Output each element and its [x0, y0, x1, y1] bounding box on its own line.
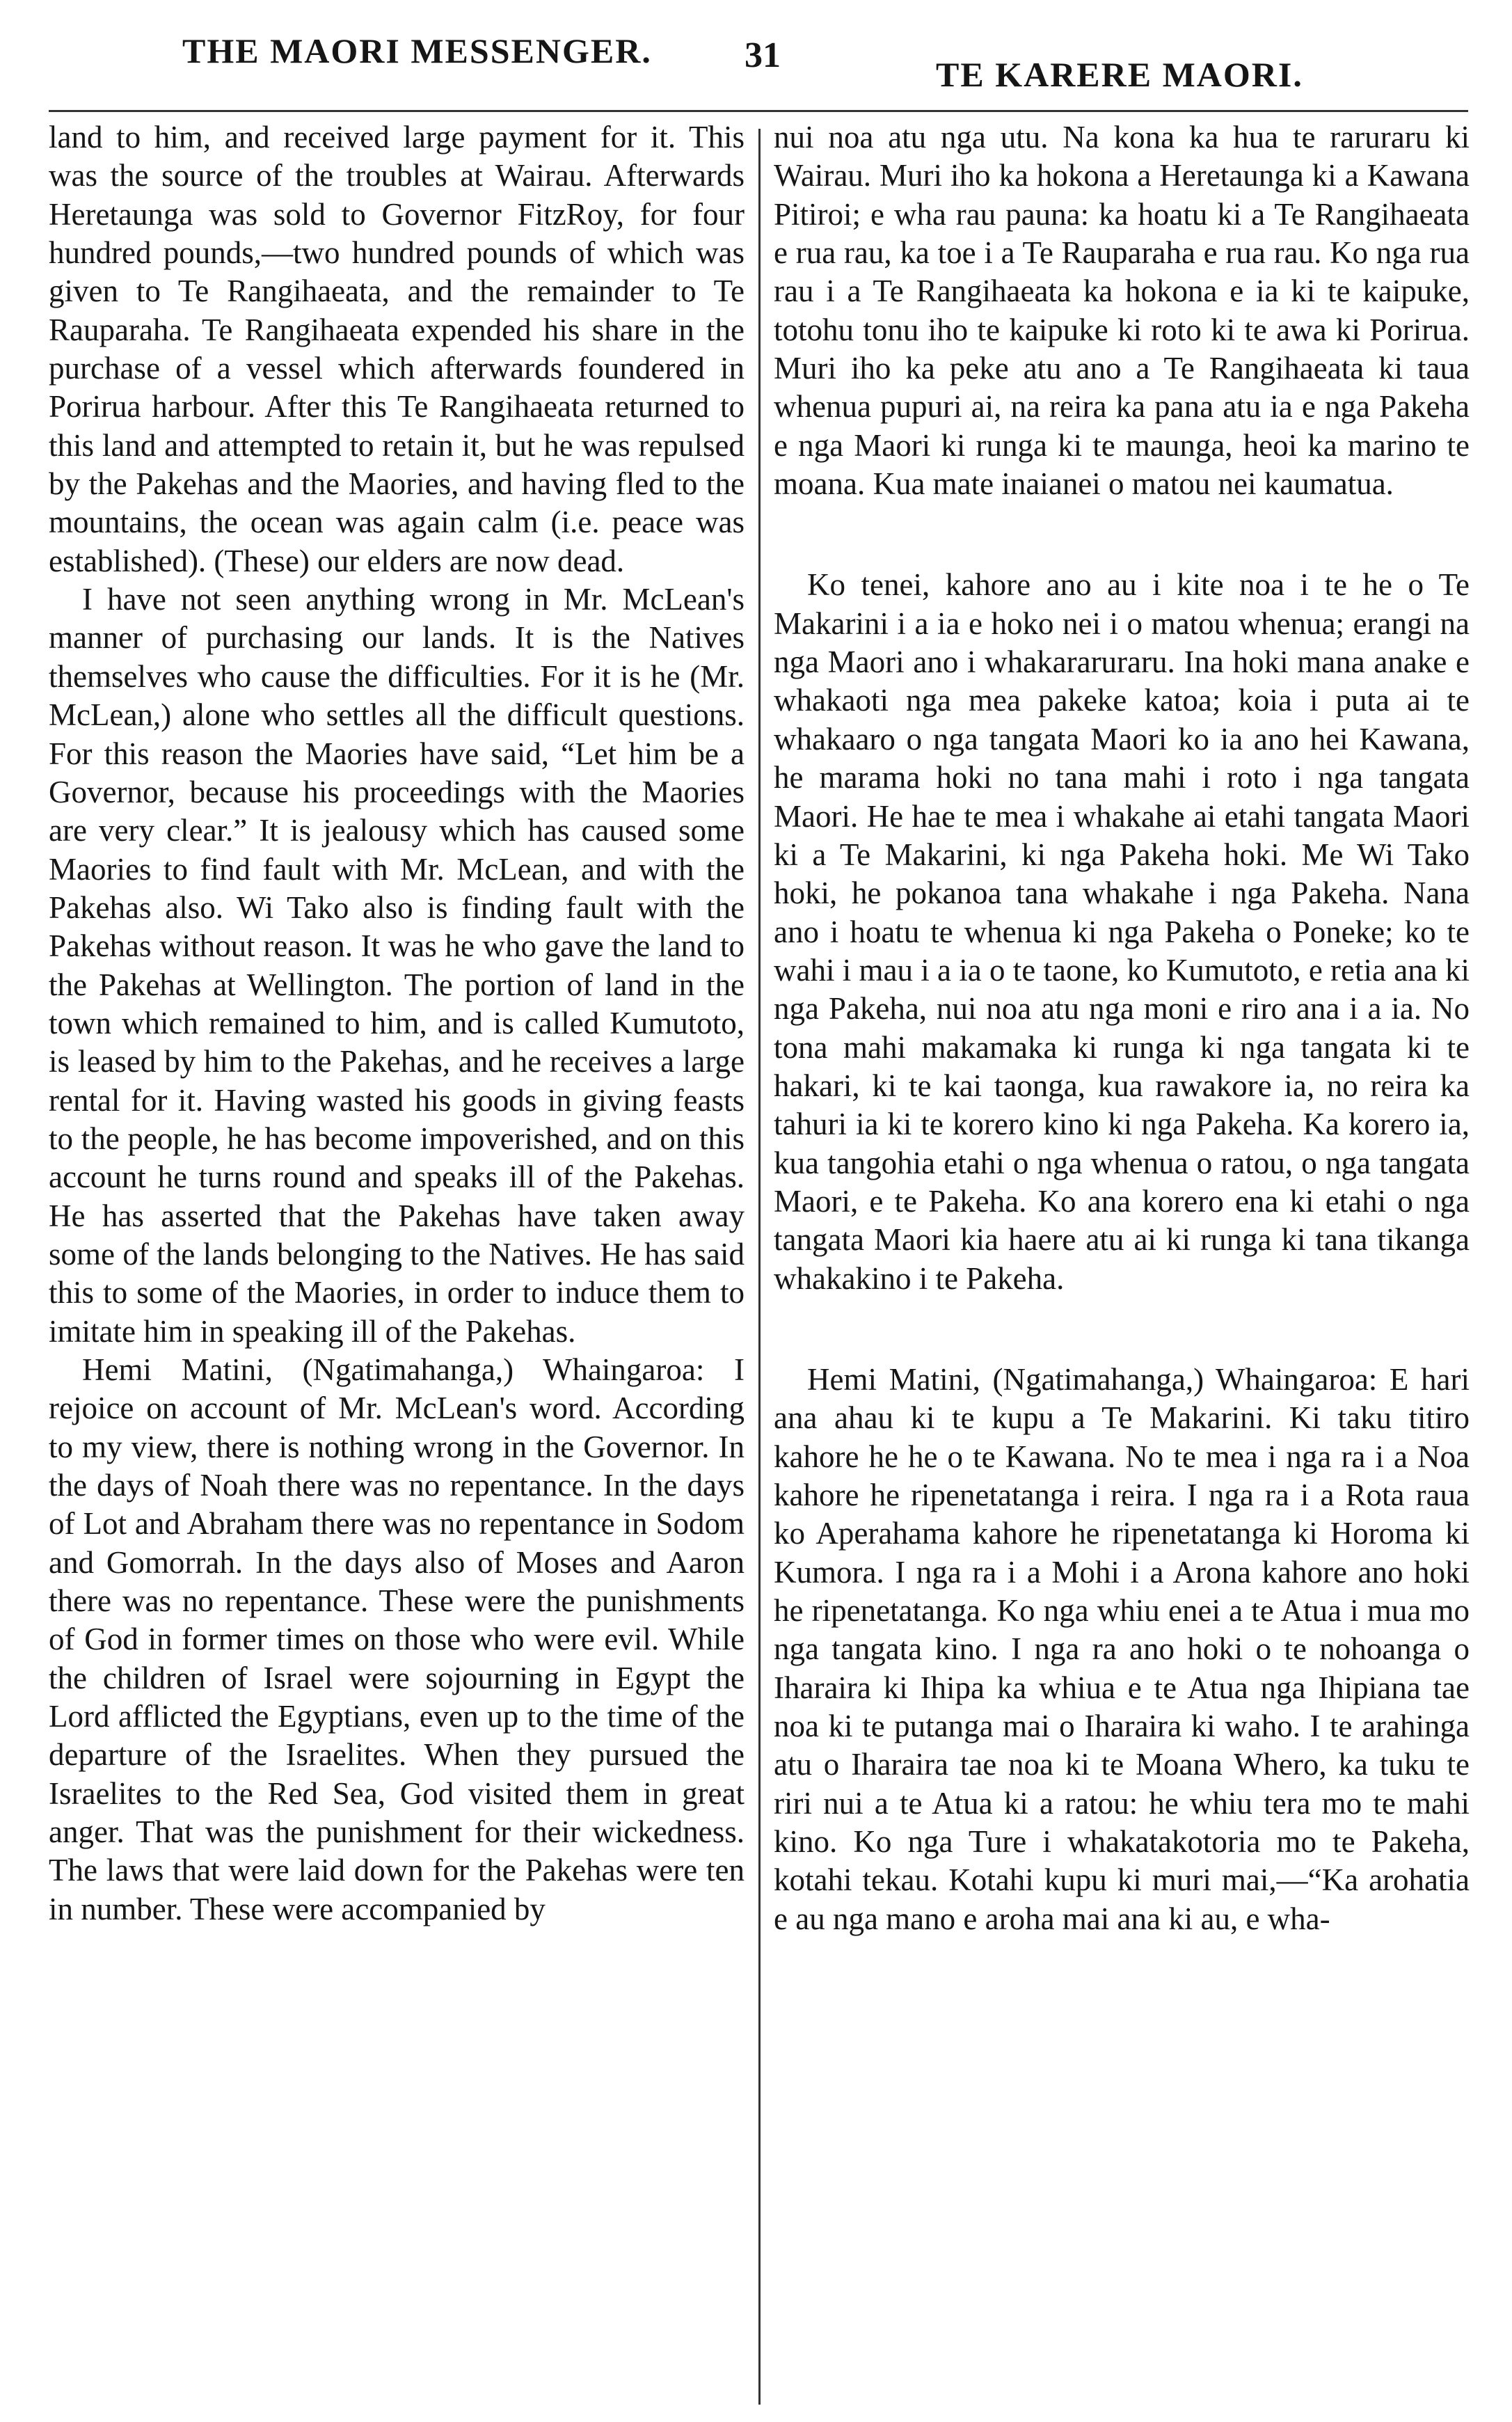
column-divider	[758, 129, 761, 2405]
maori-title: TE KARERE MAORI.	[936, 55, 1303, 94]
english-column	[49, 118, 745, 1929]
masthead	[0, 31, 1512, 100]
page-number: 31	[745, 35, 781, 75]
maori-paragraph-1: nui noa atu nga utu. Na kona ka hua te raruraru ki Wairau. Muri iho ka hokona a Heretaunga ki a Kawana Pitiroi; e wha rau pauna: ka hoatu ki a Te Rangihaeata e rua rau, ka toe i a Te Rauparaha e rua rau. Ko nga rua rau i a Te Rangihaeata ka hokona e ia ki te kaipuke, totohu tonu iho te kaipuke ki roto ki te awa ki Porirua. Muri iho ka peke atu ano a Te Rangihaeata ki taua whenua pupuri ai, na reira ka pana atu ia e nga Pakeha e nga Maori ki runga ki te maunga, heoi ka marino te moana. Kua mate inaianei o matou nei kaumatua.	[774, 120, 1470, 502]
maori-paragraph-3: Hemi Matini, (Ngatimahanga,) Whaingaroa: E hari ana ahau ki te kupu a Te Makarini. Ki taku titiro kahore he he o te Kawana. No te mea i nga ra i a Noa kahore he ripenetatanga i reira. I nga ra i a Rota raua ko Aperahama kahore he ripenetatanga ki Horoma ki Kumora. I nga ra i a Mohi i a Arona kahore ano hoki he ripenetatanga. Ko nga whiu enei a te Atua i mua mo nga tangata kino. I nga ra ano hoki o te nohoanga o Iharaira ki Ihipa ka whiua e te Atua nga Ihipiana tae noa ki te putanga mai o Iharaira ki waho. I te arahinga atu o Iharaira tae noa ki te Moana Whero, ka tuku te riri nui a te Atua ki a ratou: he whiu tera mo te mahi kino. Ko nga Ture i whakatakotoria mo te Pakeha, kotahi tekau. Kotahi kupu ki muri mai,—“Ka arohatia e au nga mano e aroha mai ana ki au, e wha-	[774, 1361, 1470, 1936]
header-rule	[49, 110, 1468, 112]
maori-column	[774, 118, 1470, 1938]
english-paragraph-3: Hemi Matini, (Ngatimahanga,) Whaingaroa: I rejoice on account of Mr. McLean's word. According to my view, there is nothing wrong in the Governor. In the days of Noah there was no repentance. In the days of Lot and Abraham there was no repentance in Sodom and Gomorrah. In the days also of Moses and Aaron there was no repentance. These were the punishments of God in former times on those who were evil. While the children of Israel were sojourning in Egypt the Lord afflicted the Egyptians, even up to the time of the departure of the Israelites. When they pursued the Israelites to the Red Sea, God visited them in great anger. That was the punishment for their wickedness. The laws that were laid down for the Pakehas were ten in number. These were accompanied by	[49, 1352, 745, 1926]
english-title: THE MAORI MESSENGER.	[182, 31, 652, 70]
maori-paragraph-2: Ko tenei, kahore ano au i kite noa i te he o Te Makarini i a ia e hoko nei i o matou whenua; erangi na nga Maori ano i whakararuraru. Ina hoki mana anake e whakaoti nga mea pakeke katoa; koia i puta ai te whakaaro o nga tangata Maori ko ia ano hei Kawana, he marama hoki no tana mahi i roto i nga tangata Maori. He hae te mea i whakahe ai etahi tangata Maori ki a Te Makarini, ki nga Pakeha hoki. Me Wi Tako hoki, he pokanoa tana whakahe i nga Pakeha. Nana ano i hoatu te whenua ki nga Pakeha o Poneke; ko te wahi i mau i a ia o te taone, ko Kumutoto, e retia ana ki nga Pakeha, nui noa atu nga moni e riro ana i a ia. No tona mahi makamaka ki runga ki nga tangata ki te hakari, ki te kai taonga, kua rawakore ia, no reira ka tahuri ia ki te korero kino ki nga Pakeha. Ka korero ia, kua tangohia etahi o nga whenua o ratou, o nga tangata Maori, e te Pakeha. Ko ana korero ena ki etahi o nga tangata Maori kia haere atu ai ki runga ki tana tikanga whakakino i te Pakeha.	[774, 567, 1470, 1296]
english-paragraph-2: I have not seen anything wrong in Mr. McLean's manner of purchasing our lands. It is the Natives themselves who cause the difficulties. For it is he (Mr. McLean,) alone who settles all the difficult questions. For this reason the Maories have said, “Let him be a Governor, because his proceedings with the Maories are very clear.” It is jealousy which has caused some Maories to find fault with Mr. McLean, and with the Pakehas also. Wi Tako also is finding fault with the Pakehas without reason. It was he who gave the land to the Pakehas at Wellington. The portion of land in the town which remained to him, and is called Kumutoto, is leased by him to the Pakehas, and he receives a large rental for it. Having wasted his goods in giving feasts to the people, he has become impoverished, and on this account he turns round and speaks ill of the Pakehas. He has asserted that the Pakehas have taken away some of the lands belonging to the Natives. He has said this to some of the Maories, in order to induce them to imitate him in speaking ill of the Pakehas.	[49, 582, 745, 1349]
english-paragraph-1: land to him, and received large payment for it. This was the source of the troubles at Wairau. Afterwards Heretaunga was sold to Governor FitzRoy, for four hundred pounds,—two hundred pounds of which was given to Te Rangihaeata, and the remainder to Te Rauparaha. Te Rangihaeata expended his share in the purchase of a vessel which afterwards foundered in Porirua harbour. After this Te Rangihaeata returned to this land and attempted to retain it, but he was repulsed by the Pakehas and the Maories, and having fled to the mountains, the ocean was again calm (i.e. peace was established). (These) our elders are now dead.	[49, 120, 745, 578]
